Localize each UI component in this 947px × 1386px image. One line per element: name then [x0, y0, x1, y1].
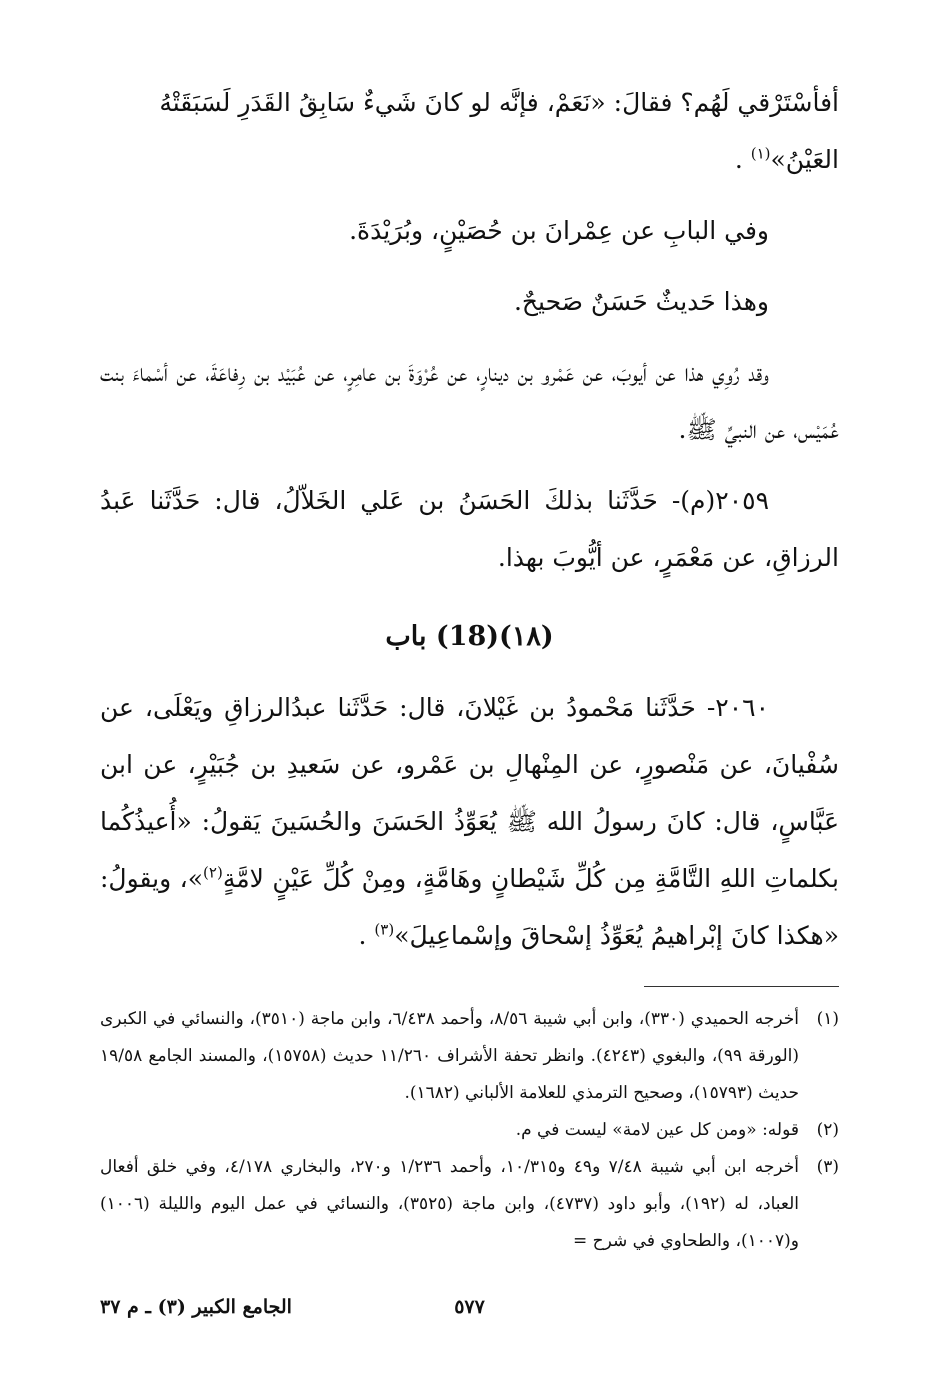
p1-line1: أفأسْتَرْقي لَهُم؟ فقالَ: «نَعَمْ، فإنَّه لو كانَ شَيءٌ سَابِقُ القَدَرِ لَسَبَقَتْهُ	[159, 88, 839, 117]
footnote-ref-2: (٢)	[203, 863, 223, 882]
footnote-ref-3: (٣)	[374, 920, 395, 939]
p1-line2: العَيْنُ»	[770, 145, 839, 174]
footnote-text: أخرجه الحميدي (٣٣٠)، وابن أبي شيبة ٨/٥٦، وأحمد ٦/٤٣٨، وابن ماجة (٣٥١٠)، والنسائي في الكبرى (الورقة ٩٩)، والبغوي (٤٢٤٣). وانظر تحفة الأشراف ١١/٢٦٠ حديث (١٥٧٥٨)، والمسند الجامع ١٩/٥٨ حديث (١٥٧٩٣)، وصحيح الترمذي للعلامة الألباني (١٦٨٢).	[100, 1009, 800, 1103]
main-text	[100, 74, 839, 964]
footnotes	[100, 1001, 839, 1260]
footnote-text: أخرجه ابن أبي شيبة ٧/٤٨ و٤٩ و١٠/٣١٥، وأحمد ١/٢٣٦ و٢٧٠، والبخاري ٤/١٧٨، وفي خلق أفعال العباد، له (١٩٢)، وأبو داود (٤٧٣٧)، وابن ماجة (٣٥٢٥)، والنسائي في عمل اليوم والليلة (١٠٠٦) و(١٠٠٧)، والطحاوي في شرح =	[100, 1157, 799, 1251]
paragraph-continuation	[100, 74, 839, 188]
footnote	[100, 1001, 839, 1112]
footnote	[100, 1112, 839, 1149]
hadith-2060	[100, 679, 839, 964]
footnote-divider	[644, 986, 839, 987]
hadith-2060-mid: »، ويقولُ: «هكذا كانَ إبْراهيمُ يُعَوِّذُ إسْحاقَ وإسْماعِيلَ»	[100, 864, 839, 950]
page-content	[100, 74, 839, 1326]
paragraph-narration: وقد رُوِي هذا عن أيوبَ، عن عَمْرو بن دينارٍ، عن عُرْوَةَ بن عامِرٍ، عن عُبَيْد بن رِفاعَةَ، عن أسْماءَ بنت عُمَيْس، عن النبيِّ ﷺ.	[100, 358, 839, 444]
paragraph-grade: وهذا حَديثٌ حَسَنٌ صَحيحٌ.	[513, 287, 769, 316]
page-footer	[100, 1296, 839, 1326]
footnote-number: (٢)	[816, 1120, 839, 1140]
hadith-2059: ٢٠٥٩(م)- حَدَّثَنا بذلكَ الحَسَنُ بن عَلي الخَلاّلُ، قال: حَدَّثَنا عَبدُ الرزاقِ، عن مَعْمَرٍ، عن أيُّوبَ بهذا.	[100, 486, 839, 572]
chapter-heading: (١٨)(18) باب	[385, 621, 554, 652]
footnote-ref-1: (١)	[750, 144, 771, 163]
footnote-number: (٣)	[816, 1157, 839, 1177]
p1-end: .	[734, 145, 751, 174]
page-number: ٥٧٧	[454, 1296, 485, 1318]
hadith-2060-end: .	[358, 921, 375, 950]
hadith-2060-text: ٢٠٦٠- حَدَّثَنا مَحْمودُ بن غَيْلانَ، قال: حَدَّثَنا عبدُالرزاقِ ويَعْلَى، عن سُفْيانَ، عن مَنْصورٍ، عن المِنْهالِ بن عَمْرو، عن سَعيدِ بن جُبَيْرٍ، عن ابن عَبَّاسٍ، قال: كانَ رسولُ الله ﷺ يُعَوِّذُ الحَسَنَ والحُسَينَ يَقولُ: «أُعيذُكُما بكلماتِ اللهِ التَّامَّةِ مِن كُلِّ شَيْطانٍ وهَامَّةٍ، ومِنْ كُلِّ عَيْنٍ لامَّةٍ	[100, 693, 840, 893]
signature-mark: الجامع الكبير (٣) ـ م ٣٧	[100, 1296, 292, 1318]
footnote-text: قوله: «ومن كل عين لامة» ليست في م.	[515, 1120, 799, 1140]
footnote-number: (١)	[816, 1009, 839, 1029]
paragraph-bab-ref: وفي البابِ عن عِمْرانَ بن حُصَيْنٍ، وبُرَيْدَةَ.	[349, 216, 769, 245]
footnote	[100, 1149, 839, 1260]
